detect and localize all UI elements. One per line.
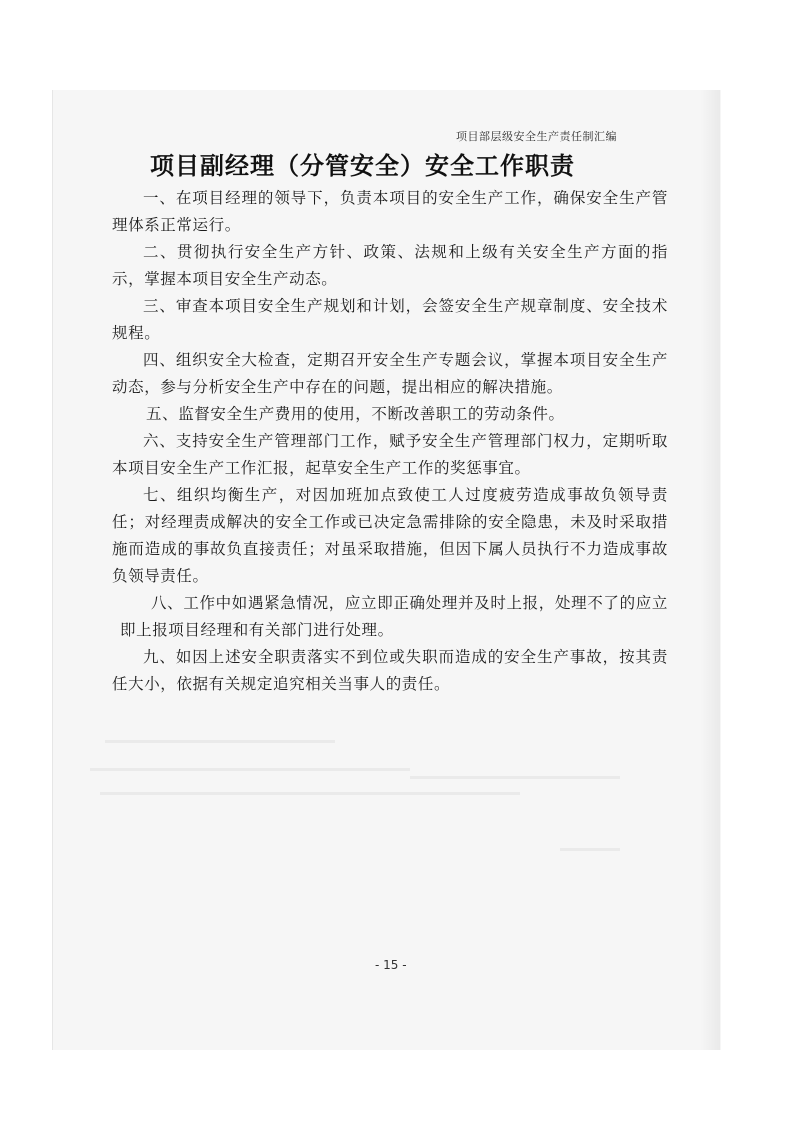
bleed-through-mark	[410, 776, 620, 779]
duty-item-4: 四、组织安全大检查，定期召开安全生产专题会议，掌握本项目安全生产动态，参与分析安全生产中存在的问题，提出相应的解决措施。	[112, 351, 668, 396]
bleed-through-mark	[560, 848, 620, 851]
page-edge-shadow	[700, 90, 720, 1050]
duty-item-6: 六、支持安全生产管理部门工作，赋予安全生产管理部门权力，定期听取本项目安全生产工作汇报，起草安全生产工作的奖惩事宜。	[112, 432, 668, 477]
duty-item-2: 二、贯彻执行安全生产方针、政策、法规和上级有关安全生产方面的指示，掌握本项目安全生产动态。	[112, 243, 668, 288]
bleed-through-mark	[100, 792, 520, 795]
duty-item-5: 五、监督安全生产费用的使用，不断改善职工的劳动条件。	[146, 405, 565, 423]
duty-item-8: 八、工作中如遇紧急情况，应立即正确处理并及时上报，处理不了的应立即上报项目经理和有关部门进行处理。	[120, 594, 668, 639]
duty-item-7: 七、组织均衡生产，对因加班加点致使工人过度疲劳造成事故负领导责任；对经理责成解决的安全工作或已决定急需排除的安全隐患，未及时采取措施而造成的事故负直接责任；对虽采取措施，但因下属人员执行不力造成事故负领导责任。	[112, 486, 668, 585]
duty-item-9: 九、如因上述安全职责落实不到位或失职而造成的安全生产事故，按其责任大小，依据有关规定追究相关当事人的责任。	[112, 648, 668, 693]
duty-item-1: 一、在项目经理的领导下，负责本项目的安全生产工作，确保安全生产管理体系正常运行。	[112, 189, 668, 234]
bleed-through-mark	[90, 768, 410, 771]
document-title: 项目副经理（分管安全）安全工作职责	[150, 152, 575, 180]
duty-item-3: 三、审查本项目安全生产规划和计划，会签安全生产规章制度、安全技术规程。	[112, 297, 668, 342]
page-number: - 15 -	[375, 958, 407, 972]
running-header: 项目部层级安全生产责任制汇编	[456, 130, 617, 143]
document-body	[112, 185, 668, 698]
bleed-through-mark	[105, 740, 335, 743]
